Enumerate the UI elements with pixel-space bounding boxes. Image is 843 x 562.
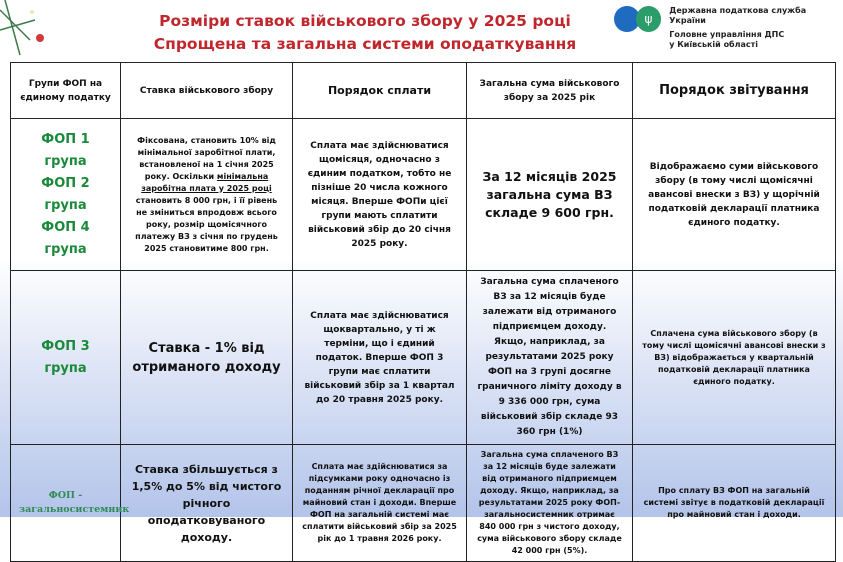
- rate-cell: Ставка збільшується з 1,5% до 5% від чистого річного оподатковуваного доходу.: [121, 445, 293, 562]
- rate-cell: Ставка - 1% від отриманого доходу: [121, 271, 293, 445]
- group-label: ФОП 1 група: [41, 131, 90, 169]
- christmas-decoration: [0, 0, 70, 60]
- title-line-2: Спрощена та загальна системи оподаткування: [153, 35, 577, 53]
- reporting-cell: Відображаємо суми військового збору (в тому числі щомісячні авансові внески з ВЗ) у щорічній податковій декларації платника єдиного податку.: [633, 119, 836, 271]
- logo-line-2: Головне управління ДПС: [669, 30, 785, 39]
- tax-rates-table: [10, 62, 836, 562]
- page-title: [150, 10, 580, 56]
- table-row: [11, 119, 836, 271]
- header-groups: Групи ФОП на єдиному податку: [11, 63, 121, 119]
- table-header-row: [11, 63, 836, 119]
- trident-icon: ψ: [636, 6, 662, 32]
- title-line-1: Розміри ставок військового збору у 2025 році: [159, 12, 571, 30]
- rate-text: Фіксована, становить 10% від мінімальної заробітної плати, встановленої на 1 січня 2025 року. Оскільки: [137, 135, 276, 181]
- table-row: [11, 271, 836, 445]
- group-label: ФОП 3 група: [11, 271, 121, 445]
- payment-cell: Сплата має здійснюватися щомісяця, одночасно з єдиним податком, тобто не пізніше 20 числа кожного місяця. Вперше ФОПи цієї групи мають сплатити військовий збір до 20 січня 2025 року.: [293, 119, 467, 271]
- payment-cell: Сплата має здійснюватися щоквартально, у ті ж терміни, що і єдиний податок. Вперше ФОП 3 групи має сплатити військовий збір за 1 квартал до 20 травня 2025 року.: [293, 271, 467, 445]
- total-cell: Загальна сума сплаченого ВЗ за 12 місяців буде залежати від отриманого підприємцем доходу. Якщо, наприклад, за результатами 2025 року ФОП на 3 групі досягне граничного ліміту доходу в 9 336 000 грн, сума військовий збір складе 93 360 грн (1%): [467, 271, 633, 445]
- rate-text: становить 8 000 грн, і її рівень не зміниться впродовж всього року, розмір щомісячного платежу ВЗ з січня по грудень 2025 становитиме 800 грн.: [135, 195, 278, 253]
- reporting-cell: Про сплату ВЗ ФОП на загальній системі звітує в податковій декларації про майновий стан і доходи.: [633, 445, 836, 562]
- total-cell: За 12 місяців 2025 загальна сума ВЗ складе 9 600 грн.: [467, 119, 633, 271]
- reporting-cell: Сплачена сума військового збору (в тому числі щомісячні авансові внески з ВЗ) відображається у квартальній податковій декларації платника єдиного податку.: [633, 271, 836, 445]
- group-cell: [11, 119, 121, 271]
- header-reporting: Порядок звітування: [633, 63, 836, 119]
- header-payment: Порядок сплати: [293, 63, 467, 119]
- group-label: ФОП 4 група: [41, 219, 90, 257]
- group-label: ФОП 2 група: [41, 175, 90, 213]
- logo-line-3: у Київській області: [669, 40, 759, 49]
- min-wage-link[interactable]: мінімальна заробітна плата у 2025 році: [141, 171, 272, 193]
- logo-line-1: Державна податкова служба України: [669, 6, 807, 25]
- header-rate: Ставка військового збору: [121, 63, 293, 119]
- group-label: ФОП - загальносистемник: [11, 445, 121, 562]
- total-cell: Загальна сума сплаченого ВЗ за 12 місяців буде залежати від отриманого підприємцем доходу. Якщо, наприклад, за результатами 2025 року ФОП-загальносистемник отримає 840 000 грн з чистого доходу, сума військового збору складе 42 000 грн (5%).: [467, 445, 633, 562]
- dps-logo: [614, 6, 843, 50]
- table-row: [11, 445, 836, 562]
- header-total: Загальна сума військового збору за 2025 рік: [467, 63, 633, 119]
- rate-cell: [121, 119, 293, 271]
- payment-cell: Сплата має здійснюватися за підсумками року одночасно із поданням річної декларації про майновий стан і доходи. Вперше ФОП на загальній системі має сплатити військовий збір за 2025 рік до 1 травня 2026 року.: [293, 445, 467, 562]
